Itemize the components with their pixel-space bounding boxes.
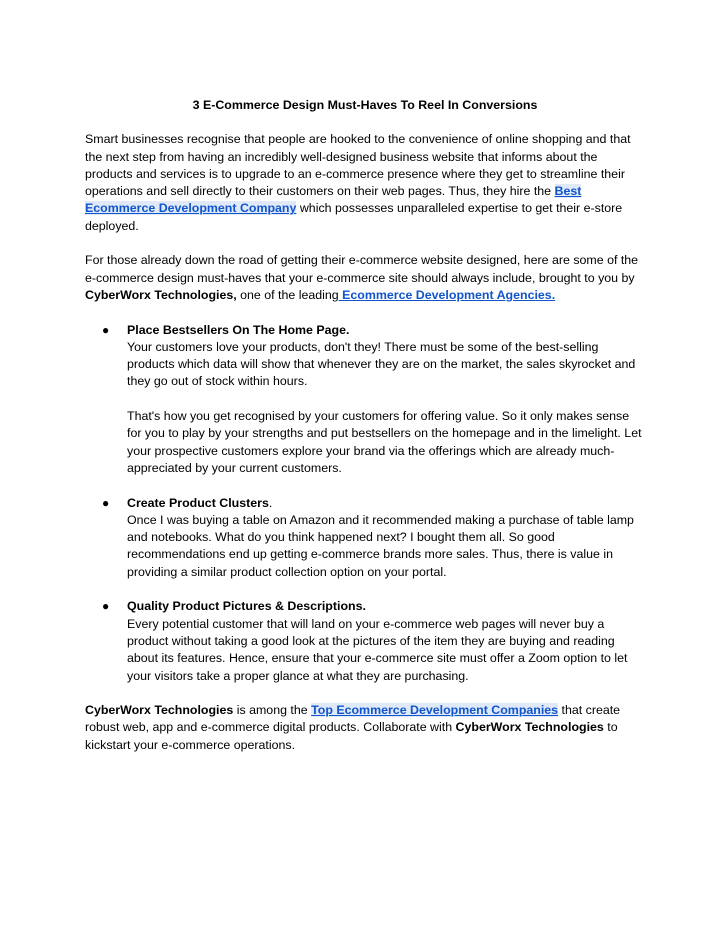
- closing-paragraph: [85, 702, 645, 754]
- document-page: [85, 97, 645, 771]
- item-paragraph: Once I was buying a table on Amazon and it recommended making a purchase of table lamp and notebooks. What do you think happened next? I bought them all. So good recommendations end up getting e-commerce brands more sales. Thus, there is value in providing a similar product collection option on your portal.: [127, 512, 634, 579]
- closing-text-2: that create robust web, app and e-commerce digital products. Collaborate with: [85, 703, 621, 735]
- company-name: CyberWorx Technologies: [455, 720, 604, 735]
- document-title: 3 E-Commerce Design Must-Haves To Reel In Conversions: [192, 98, 538, 112]
- closing-text-3: to kickstart your e-commerce operations.: [85, 720, 618, 752]
- item-paragraph: Every potential customer that will land on your e-commerce web pages will never buy a product without taking a good look at the pictures of the item they are buying and reading about its features. Hence, ensure that your e-commerce site must offer a Zoom option to let your visitors take a proper glance at what they are purchasing.: [127, 616, 628, 683]
- second-text-before: For those already down the road of getting their e-commerce website designed, here are some of the e-commerce design must-haves that your e-commerce site should always include, brought to you by: [85, 253, 639, 285]
- item-heading: [127, 598, 645, 615]
- ecommerce-development-agencies-link[interactable]: Ecommerce Development Agencies.: [338, 287, 556, 302]
- item-paragraph: That's how you get recognised by your customers for offering value. So it only makes sense for you to play by your strengths and put bestsellers on the homepage and in the limelight. Let your prospective customers explore your brand via the offerings which are already much-appreciated by your current customers.: [127, 409, 642, 475]
- item-heading: [127, 322, 645, 339]
- item-heading: [127, 495, 645, 512]
- intro-paragraph: [85, 131, 645, 235]
- best-ecommerce-development-company-link[interactable]: Best Ecommerce Development Company: [85, 184, 582, 216]
- company-name: CyberWorx Technologies,: [85, 287, 237, 302]
- bullet-icon: ●: [102, 599, 110, 614]
- list-item: [85, 598, 645, 684]
- item-heading-text: Place Bestsellers On The Home Page.: [127, 322, 350, 337]
- bullet-icon: ●: [102, 322, 110, 337]
- second-paragraph: [85, 252, 645, 304]
- bullet-icon: ●: [102, 495, 110, 510]
- item-heading-suffix: .: [268, 495, 273, 510]
- intro-text-before: Smart businesses recognise that people are hooked to the convenience of online shopping and that the next step from having an incredibly well-designed business website that informs about the products and services is to upgrade to an e-commerce presence where they get to streamline their operations and sell directly to their customers on their web pages. Thus, they hire the: [85, 132, 631, 199]
- item-paragraph: Your customers love your products, don't they! There must be some of the best-selling products which data will show that whenever they are on the market, the sales skyrocket and they go out of stock within hours.: [127, 339, 636, 389]
- second-text-mid: one of the leading: [236, 287, 339, 302]
- list-item: [85, 322, 645, 478]
- closing-text-1: is among the: [233, 703, 312, 718]
- must-haves-list: [85, 322, 645, 685]
- item-heading-text: Quality Product Pictures & Descriptions.: [127, 599, 366, 614]
- intro-text-after: which possesses unparalleled expertise to get their e-store deployed.: [85, 201, 623, 233]
- company-name: CyberWorx Technologies: [85, 703, 234, 718]
- top-ecommerce-development-companies-link[interactable]: Top Ecommerce Development Companies: [311, 703, 559, 718]
- list-item: [85, 495, 645, 581]
- item-heading-text: Create Product Clusters: [127, 495, 269, 510]
